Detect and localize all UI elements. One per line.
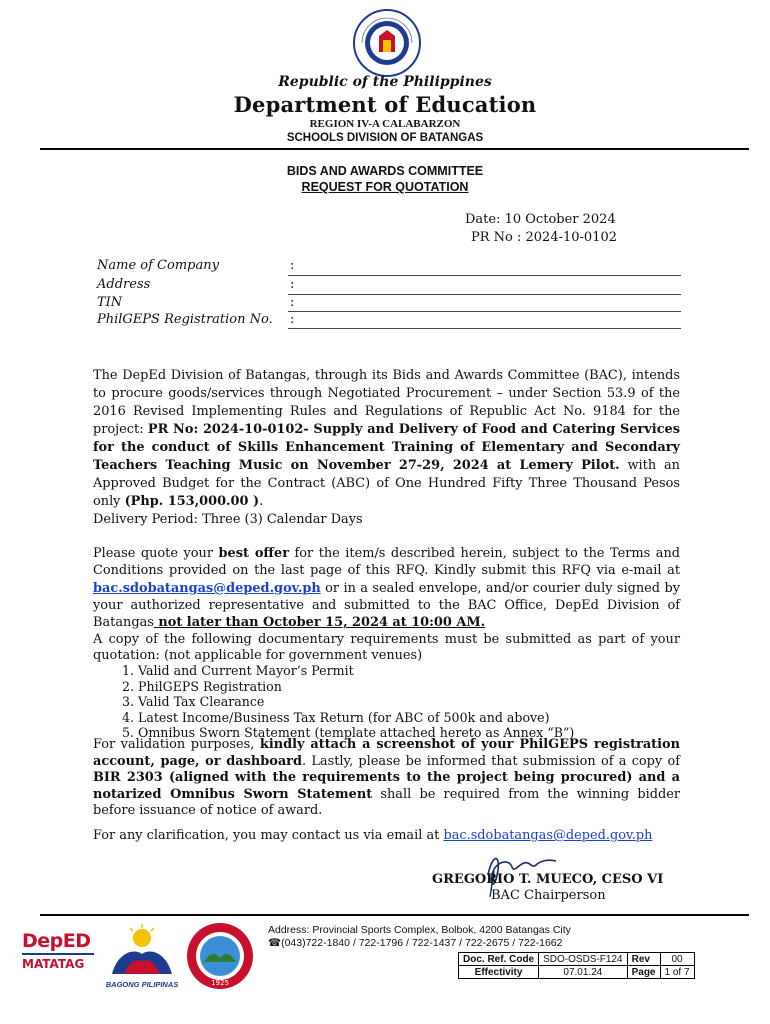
- division-seal-logo: [186, 922, 254, 990]
- address-field[interactable]: [288, 294, 681, 295]
- validation-bold: BIR 2303 (aligned with the requirements to the project being procured) and a notarized Omnibus Sworn Statement: [93, 770, 680, 802]
- validation-paragraph: [93, 737, 680, 820]
- republic-heading: Republic of the Philippines: [278, 74, 492, 90]
- deped-seal-icon: [352, 8, 422, 78]
- signatory-name: GREGORIO T. MUECO, CESO VI: [432, 872, 664, 887]
- budget-end: .: [259, 494, 264, 509]
- page-label: Page: [627, 966, 660, 979]
- instructions-paragraph: [93, 545, 680, 741]
- footer-address: [268, 924, 571, 950]
- bagong-pilipinas-logo: [104, 924, 180, 988]
- philgeps-field[interactable]: [288, 328, 681, 329]
- project-title: PR No: 2024-10-0102- Supply and Delivery of Food and Catering Services for the conduct of Skills Enhancement Training of Elementary and Secondary Teachers Teaching Music on November 27-29, 2024 at Lemery Pilot.: [93, 422, 680, 473]
- instr-text: or in a sealed envelope, and/or courier duly signed by your authorized representative and submitted to the BAC Office, DepEd Division of Batangas: [93, 580, 680, 631]
- budget-text: with an Approved Budget for the Contract (ABC) of One Hundred Fifty Three Thousand Pesos only: [93, 458, 680, 509]
- field-colon: :: [290, 277, 295, 292]
- date-text: Date: 10 October 2024: [465, 212, 616, 227]
- bagong-pilipinas-text: BAGONG PILIPINAS: [105, 980, 179, 989]
- field-colon: :: [290, 295, 295, 310]
- validation-bold: kindly attach a screenshot of your PhilGEPS registration account, page, or dashboard: [93, 737, 680, 769]
- clarification-email-link[interactable]: bac.sdobatangas@deped.gov.ph: [443, 828, 653, 843]
- address-label: Address: [97, 277, 151, 292]
- bac-email-link[interactable]: bac.sdobatangas@deped.gov.ph: [93, 580, 321, 596]
- header-divider: [40, 148, 749, 150]
- department-heading: Department of Education: [233, 92, 537, 117]
- committee-title: BIDS AND AWARDS COMMITTEE: [286, 164, 484, 178]
- signatory-title: BAC Chairperson: [491, 888, 606, 903]
- company-name-field[interactable]: [288, 275, 681, 276]
- validation-text: shall be required from the winning bidder before issuance of notice of award.: [93, 786, 680, 818]
- best-offer: best offer: [218, 546, 289, 561]
- doc-ref-value: SDO-OSDS-F124: [539, 953, 627, 966]
- phone-line: ☎(043)722-1840 / 722-1796 / 722-1437 / 722-2675 / 722-1662: [268, 937, 563, 949]
- page-value: 1 of 7: [660, 966, 694, 979]
- address-line: Address: Provincial Sports Complex, Bolbok, 4200 Batangas City: [268, 924, 571, 936]
- philgeps-label: PhilGEPS Registration No.: [97, 312, 273, 327]
- validation-text: . Lastly, please be informed that submission of a copy of: [301, 753, 680, 769]
- submission-deadline: not later than October 15, 2024 at 10:00 AM.: [153, 615, 486, 631]
- list-item: 3. Valid Tax Clearance: [138, 694, 680, 710]
- field-colon: :: [290, 258, 295, 273]
- budget-amount: (Php. 153,000.00 ): [124, 494, 260, 509]
- region-heading: REGION IV-A CALABARZON: [309, 118, 461, 130]
- effectivity-label: Effectivity: [459, 966, 539, 979]
- doc-ref-table: [458, 952, 695, 979]
- clarification-paragraph: [93, 827, 680, 845]
- seal-year: 1925: [211, 979, 229, 987]
- instr-text: for the item/s described herein, subject to the Terms and Conditions provided on the last page of this RFQ. Kindly submit this RFQ via e-mail at: [93, 546, 681, 579]
- deped-logo-text: DepED: [22, 930, 91, 952]
- rev-label: Rev: [627, 953, 660, 966]
- division-seal-icon: [186, 922, 254, 990]
- intro-text: The DepEd Division of Batangas, through its Bids and Awards Committee (BAC), intends to procure goods/services through Negotiated Procurement – under Section 53.9 of the 2016 Revised Implementing Rules and Regulations of Republic Act No. 9184 for the project:: [93, 368, 680, 437]
- list-item: 1. Valid and Current Mayor’s Permit: [138, 663, 680, 679]
- effectivity-value: 07.01.24: [539, 966, 627, 979]
- validation-text: For validation purposes,: [93, 737, 260, 752]
- company-name-label: Name of Company: [97, 258, 219, 273]
- instr-text: Please quote your: [93, 546, 219, 561]
- list-item: 2. PhilGEPS Registration: [138, 679, 680, 695]
- delivery-period: Delivery Period: Three (3) Calendar Days: [93, 512, 363, 527]
- requirements-intro: A copy of the following documentary requirements must be submitted as part of your quotation: (not applicable for government venues): [93, 632, 680, 663]
- requirements-list: [93, 663, 680, 741]
- list-item: 5. Omnibus Sworn Statement (template attached hereto as Annex “B”): [138, 725, 680, 741]
- date-block: [465, 211, 617, 247]
- division-heading: SCHOOLS DIVISION OF BATANGAS: [286, 132, 484, 144]
- deped-matatag-logo: [22, 930, 94, 990]
- doc-ref-label: Doc. Ref. Code: [459, 953, 539, 966]
- footer-divider: [40, 914, 749, 916]
- clarification-text: For any clarification, you may contact us via email at: [93, 828, 444, 843]
- tin-label: TIN: [97, 295, 123, 310]
- intro-paragraph: [93, 367, 680, 529]
- matatag-logo-text: MATATAG: [22, 957, 85, 971]
- pr-number: PR No : 2024-10-0102: [471, 230, 618, 245]
- rev-value: 00: [660, 953, 694, 966]
- document-title: REQUEST FOR QUOTATION: [301, 180, 469, 194]
- bagong-pilipinas-icon: [104, 924, 180, 976]
- tin-field[interactable]: [288, 311, 681, 312]
- field-colon: :: [290, 312, 295, 327]
- list-item: 4. Latest Income/Business Tax Return (for ABC of 500k and above): [138, 710, 680, 726]
